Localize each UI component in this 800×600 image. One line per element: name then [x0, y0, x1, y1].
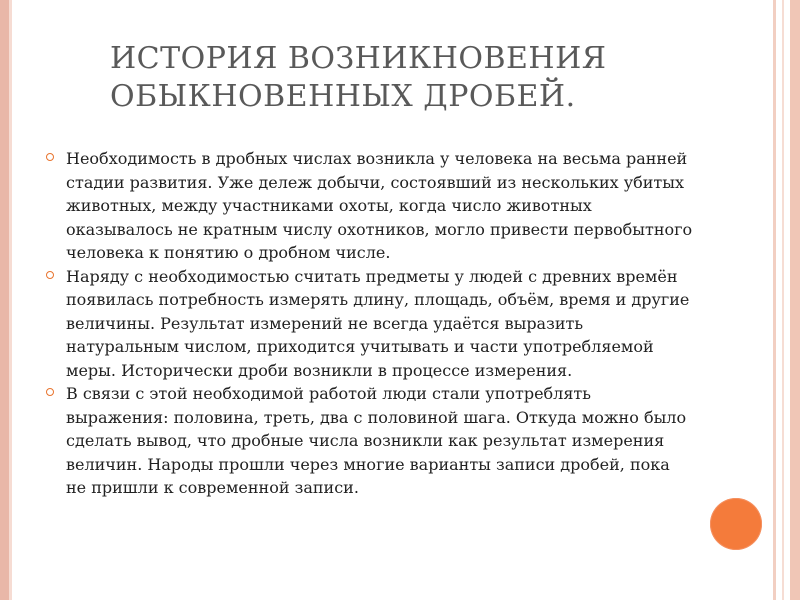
bullet-circle-icon — [46, 388, 54, 396]
slide-title-line-1: ИСТОРИЯ ВОЗНИКНОВЕНИЯ — [110, 41, 607, 76]
slide-title-line-2: ОБЫКНОВЕННЫХ ДРОБЕЙ. — [110, 79, 576, 114]
bullet-item-2 — [44, 265, 694, 383]
slide-title — [110, 40, 670, 116]
right-stripe-faint — [782, 0, 784, 600]
right-edge-stripe — [790, 0, 800, 600]
bullet-text-3: В связи с этой необходимой работой люди стали употреблять выражения: половина, треть, два с половиной шага. Откуда можно было сделать вывод, что дробные числа возникли как результат измерения величин. Народы прошли через многие варианты записи дробей, пока не пришли к современной записи. — [66, 384, 687, 497]
orange-circle-icon — [710, 498, 762, 550]
bullet-text-2: Наряду с необходимостью считать предметы у людей с древних времён появилась потребность измерять длину, площадь, объём, время и другие величины. Результат измерений не всегда удаётся выразить натуральным числом, приходится учитывать и части употребляемой меры. Исторически дроби возникли в процессе измерения. — [66, 266, 690, 380]
bullet-circle-icon — [46, 271, 54, 279]
bullet-list — [44, 147, 694, 500]
bullet-text-1: Необходимость в дробных числах возникла у человека на весьма ранней стадии развития. Уже дележ добычи, состоявший из нескольких убитых животных, между участниками охоты, когда число животных оказывалось не кратным числу охотников, могло привести первобытного человека к понятию о дробном числе. — [66, 149, 693, 262]
right-stripe-thin — [773, 0, 776, 600]
bullet-circle-icon — [46, 153, 54, 161]
bullet-item-1 — [44, 147, 694, 265]
bullet-item-3 — [44, 382, 694, 500]
left-edge-stripe — [0, 0, 9, 600]
left-edge-inner-stripe — [9, 0, 12, 600]
